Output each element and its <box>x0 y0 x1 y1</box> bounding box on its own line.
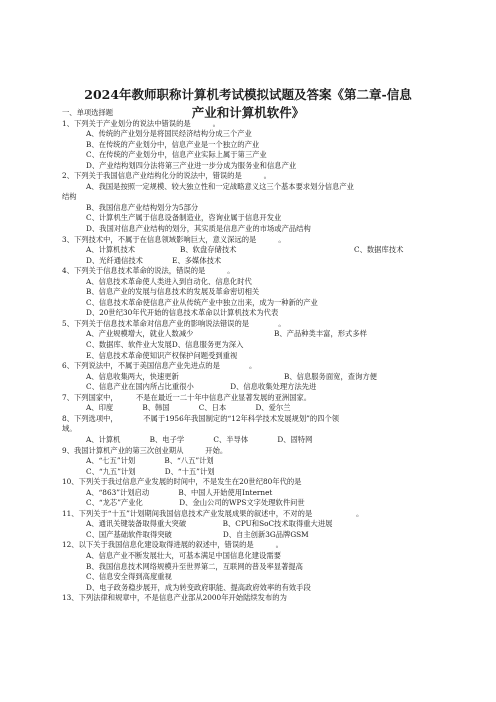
option: A、“七五”计划 B、“八五”计划 <box>86 456 214 466</box>
question-body <box>62 108 454 604</box>
question-6: 6、下列说法中，不属于美国信息产业先进点的是 。 <box>62 361 257 371</box>
option: C、信息技术革命使信息产业从传统产业中独立出来，成为一种新的产业 <box>86 297 318 307</box>
option-row <box>62 245 454 256</box>
option: A、印度 B、韩国 C、日本 D、爱尔兰 <box>86 403 291 413</box>
option: E、信息技术革命使知识产权保护问题受到重视 <box>86 350 238 360</box>
question-13: 13、下列法律和规章中，不是信息产业部从2000年开始陆续发布的为 <box>62 593 287 603</box>
option: C、计算机生产属于信息设备制造业，咨询业属于信息开发业 <box>86 213 282 223</box>
question-8: 8、下列选项中， 不属于1956年我国制定的“12年科学技术发展规划”的四个领 <box>62 413 340 423</box>
option: A、信息收集两大，快速更新 <box>86 371 179 381</box>
title-line-1: 2024年教师职称计算机考试模拟试题及答案《第二章-信息 <box>84 87 412 102</box>
option: C、信息产业在国内所占比重很小 D、信息收集处理方法先进 <box>86 382 317 392</box>
option: C、数据库技术 <box>354 245 404 255</box>
option: A、计算机技术 <box>86 245 136 255</box>
option: B、信息产业的发展与信息技术的发展及革命密切相关 <box>86 287 260 297</box>
option: C、数据库、软件业大发展D、信息服务更为深入 <box>86 340 244 350</box>
question-1: 1、下列关于产业划分的说法中错误的是 。 <box>62 118 220 128</box>
question-10: 10、下列关于我过信息产业发展的时间中，不是发生在20世纪80年代的是 <box>62 477 302 487</box>
option: A、信息技术革命使人类进入到自动化、信息化时代 <box>86 276 252 286</box>
question-7: 7、下列国家中， 不是在最近一二十年中信息产业显著发展的亚洲国家。 <box>62 392 312 402</box>
question-11: 11、下列关于“十五”计划期间我国信息技术产业发展成果的叙述中，不对的是 。 <box>62 508 364 518</box>
option: C、“九五”计划 D、“十五”计划 <box>86 466 215 476</box>
option: D、20世纪30年代开始的信息技术革命以计算机技术为代表 <box>86 308 279 318</box>
option: C、国产基础软件取得突破 D、自主创新3G品牌GSM <box>86 529 309 539</box>
option-continuation: 结构 <box>62 192 77 202</box>
question-12: 12、以下关于我国信息化建设取得进展的叙述中，错误的是 。 <box>62 540 283 550</box>
option: C、在传统的产业划分中，信息产业实际上属于第三产业 <box>86 150 267 160</box>
option: B、在传统的产业划分中，信息产业是一个独立的产业 <box>86 139 260 149</box>
option: D、产业结构划四分法将第三产业进一步分成为服务业和信息产业 <box>86 160 297 170</box>
option: B、我国信息技术网络规模升至世界第二，互联网的普及率显著提高 <box>86 561 303 571</box>
option: A、通讯关键装备取得重大突破 B、CPU和SoC技术取得重大进展 <box>86 519 333 529</box>
question-4: 4、下列关于信息技术革命的说法，错误的是 。 <box>62 266 235 276</box>
option: B、软盘存储技术 <box>180 245 237 255</box>
option: A、计算机 B、电子学 C、半导体 D、固特网 <box>86 434 313 444</box>
option: C、信息安全得到高度重视 <box>86 572 172 582</box>
option: A、信息产业不断发展壮大，可基本满足中国信息化建设需要 <box>86 550 281 560</box>
section-heading: 一、单项选择题 <box>62 108 114 117</box>
option: D、电子政务稳步展开，成为转变政府职能、提高政府效率的有效手段 <box>86 582 311 592</box>
option: A、传统的产业划分是将国民经济结构分成三个产业 <box>86 129 252 139</box>
option: D、我国对信息产业结构的划分，其实质是信息产业的市场或产品结构 <box>86 224 311 234</box>
title-line-2: 产业和计算机软件》 <box>191 105 305 120</box>
option: A、“863”计划启动 B、中国人开始使用Internet <box>86 487 273 497</box>
option: B、我国信息产业结构划分为5部分 <box>86 202 199 212</box>
question-3: 3、下列技术中，不属于在信息领域影响巨大，意义深远的是 。 <box>62 234 286 244</box>
option: B、产品种类丰富，形式多样 <box>274 329 367 339</box>
option-row <box>62 372 454 383</box>
option: A、产业规模增大，就业人数减少 <box>86 329 194 339</box>
question-5: 5、下列关于信息技术革命对信息产业的影响说法错误的是 。 <box>62 318 286 328</box>
option-row <box>62 329 454 340</box>
option: C、“龙芯”产业化 D、金山公司的WPS文字处理软件问世 <box>86 498 305 508</box>
question-9: 9、我国计算机产业的第三次创业期从 开始。 <box>62 445 228 455</box>
option: B、信息服务面宽，查询方便 <box>284 371 377 381</box>
question-continuation: 域。 <box>62 424 77 434</box>
option: A、我国是按照一定规模、较大独立性和一定战略意义这三个基本要求划分信息产业 <box>86 181 354 191</box>
option: D、光纤通信技术 E、多媒体技术 <box>86 255 222 265</box>
question-2: 2、下列关于我国信息产业结构化分的说法中，错误的是 。 <box>62 171 271 181</box>
